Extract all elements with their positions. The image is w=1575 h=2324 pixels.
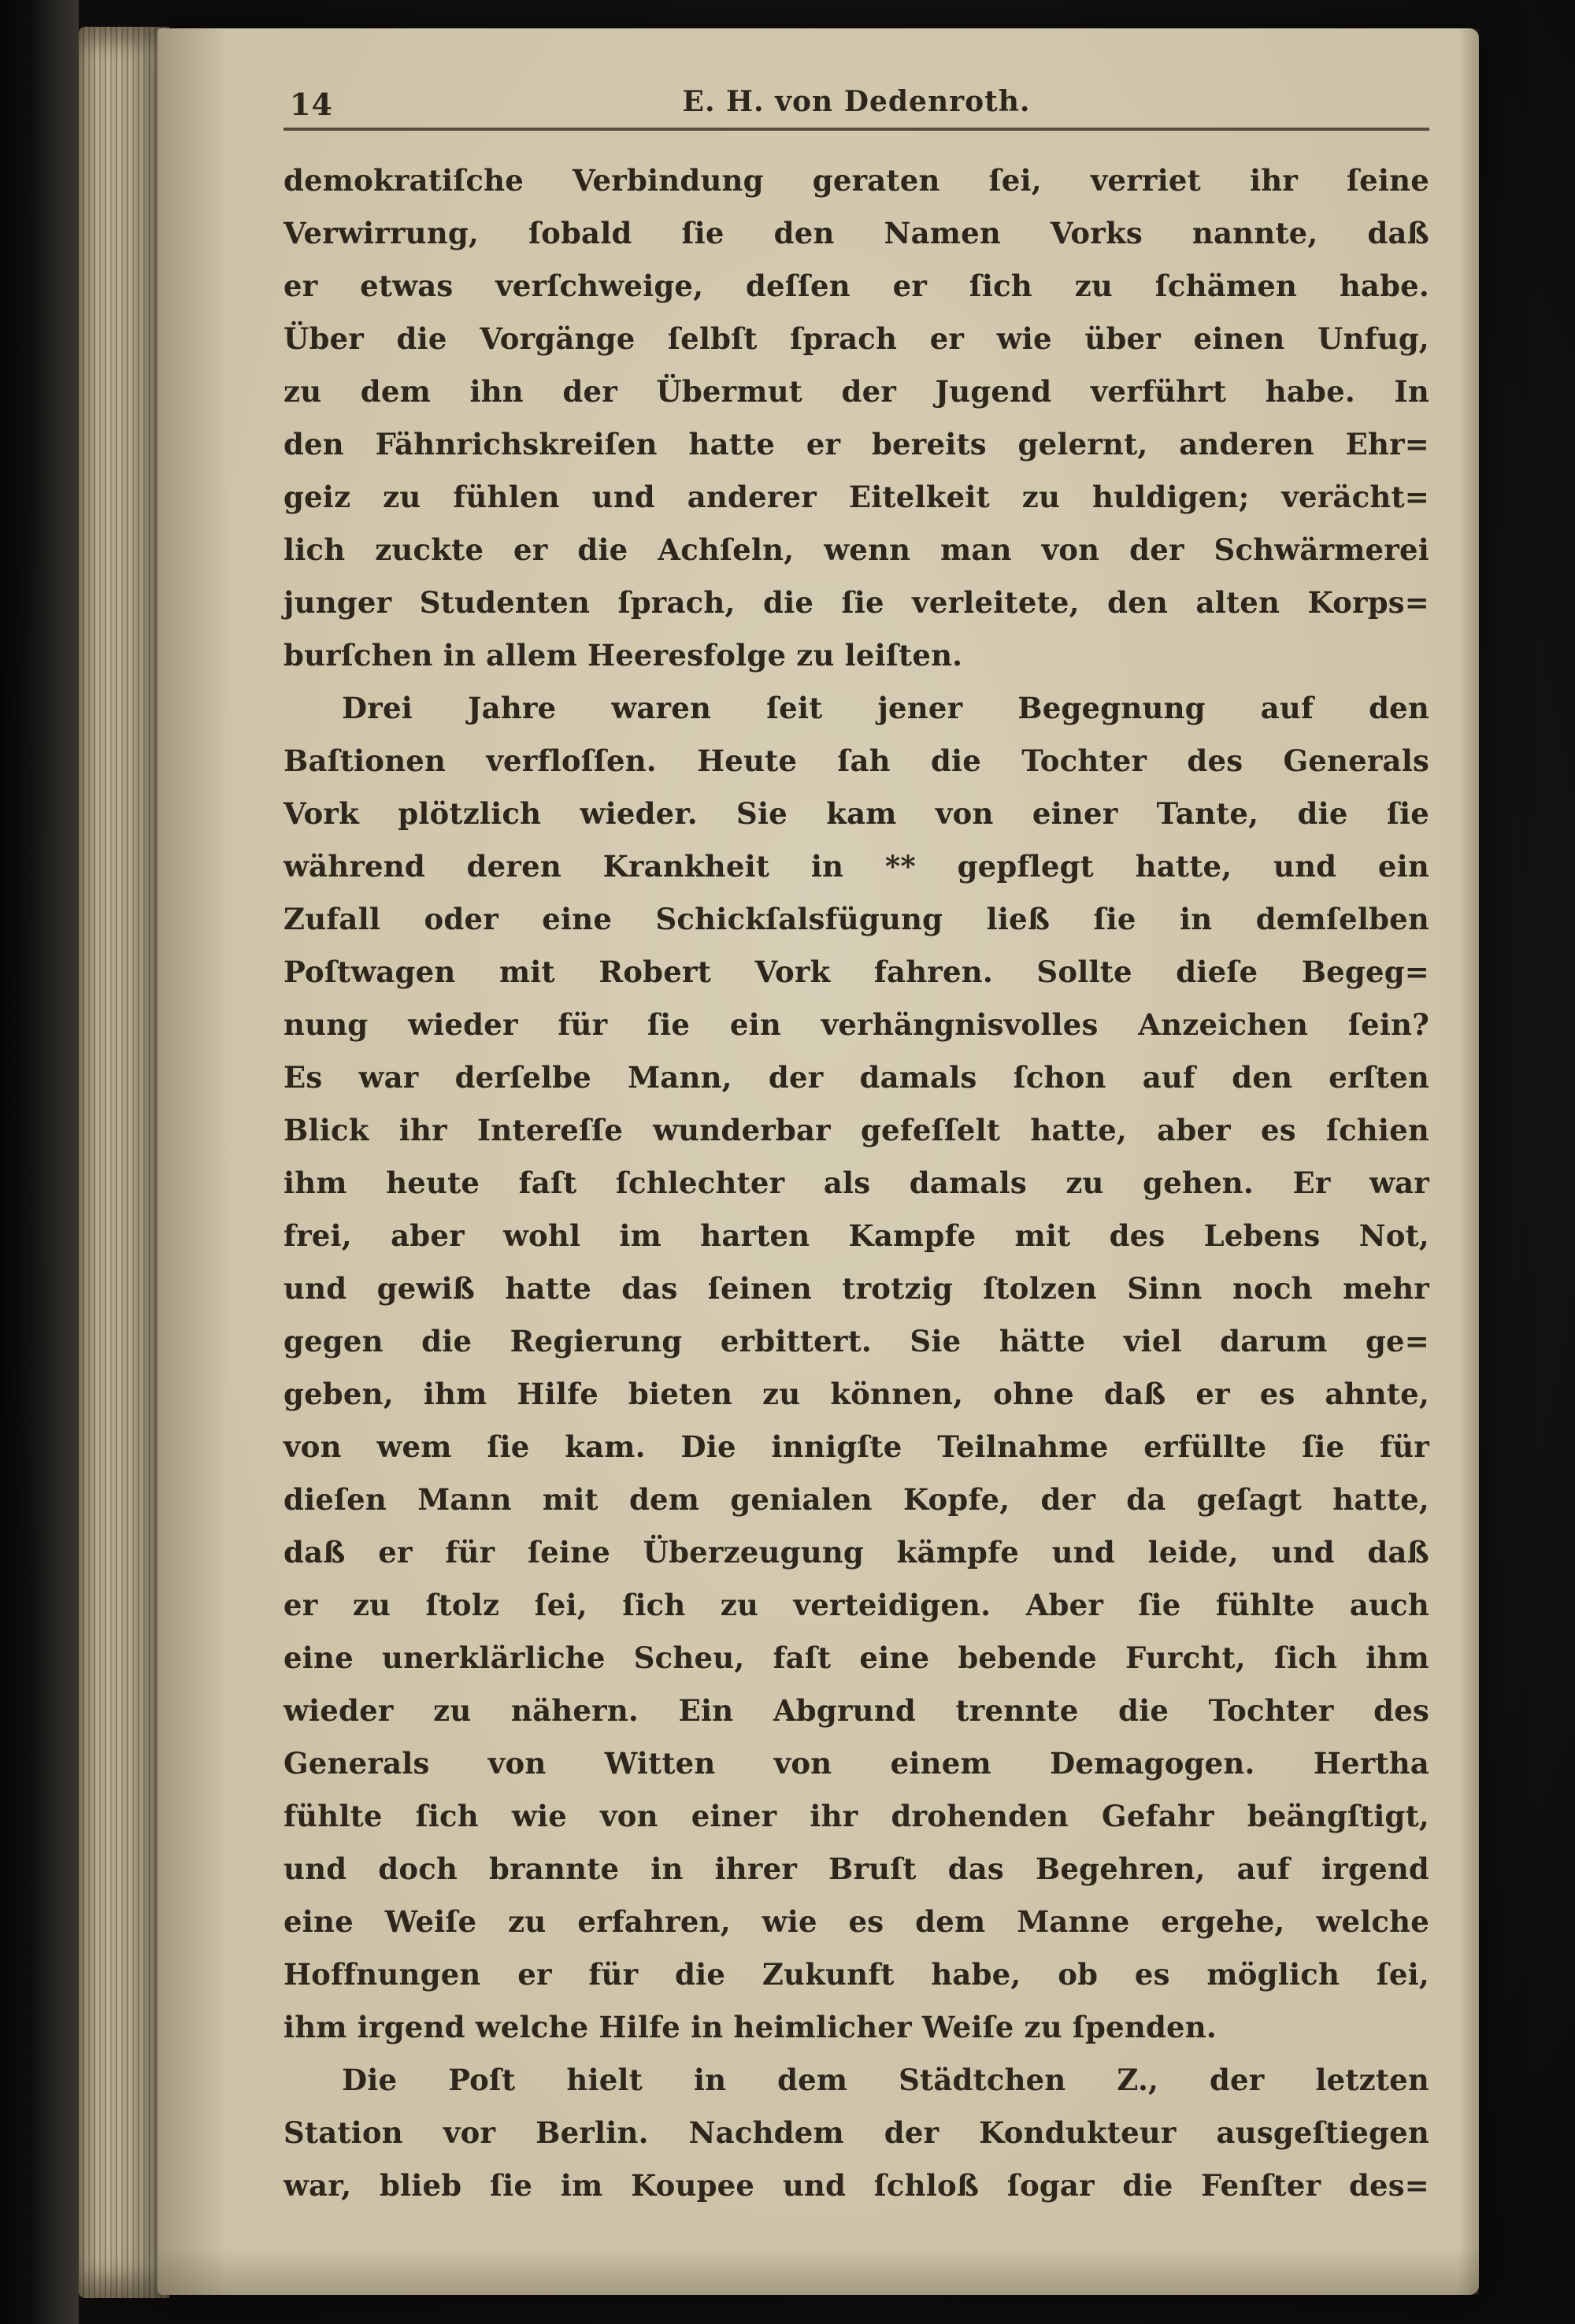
text-line: eine Weiſe zu erfahren, wie es dem Manne ergehe, welche — [284, 1904, 1429, 1939]
text-line: lich zuckte er die Achſeln, wenn man von der Schwärmerei — [284, 532, 1429, 567]
text-line: er etwas verſchweige, deſſen er ſich zu ſchämen habe. — [284, 269, 1429, 303]
text-line: von wem ſie kam. Die innigſte Teilnahme erfüllte ſie für — [284, 1429, 1429, 1464]
paragraph — [284, 2054, 1429, 2212]
text-line: Zufall oder eine Schickſalsfügung ließ ſie in demſelben — [284, 902, 1429, 936]
text-line: Generals von Witten von einem Demagogen. Hertha — [284, 1746, 1429, 1781]
page-bottom-shadow — [158, 2248, 1479, 2295]
text-line: Verwirrung, ſobald ſie den Namen Vorks nannte, daß — [284, 216, 1429, 250]
text-line: frei, aber wohl im harten Kampfe mit des Lebens Not, — [284, 1218, 1429, 1253]
text-line: Vork plötzlich wieder. Sie kam von einer Tante, die ſie — [284, 796, 1429, 831]
text-line: zu dem ihn der Übermut der Jugend verführt habe. In — [284, 374, 1429, 409]
paragraph — [284, 682, 1429, 2054]
text-line: und doch brannte in ihrer Bruſt das Begehren, auf irgend — [284, 1851, 1429, 1886]
text-line: Poſtwagen mit Robert Vork fahren. Sollte dieſe Begeg= — [284, 954, 1429, 989]
text-line: geiz zu fühlen und anderer Eitelkeit zu huldigen; verächt= — [284, 480, 1429, 514]
page-edges — [79, 27, 169, 2298]
running-title: E. H. von Dedenroth. — [682, 85, 1031, 118]
text-line: Blick ihr Intereſſe wunderbar gefeſſelt hatte, aber es ſchien — [284, 1113, 1429, 1147]
text-line: Über die Vorgänge ſelbſt ſprach er wie über einen Unfug, — [284, 321, 1429, 356]
text-line: fühlte ſich wie von einer ihr drohenden Gefahr beängſtigt, — [284, 1799, 1429, 1833]
text-line: ihm heute faſt ſchlechter als damals zu gehen. Er war — [284, 1166, 1429, 1200]
text-line: Baſtionen verfloſſen. Heute ſah die Tochter des Generals — [284, 743, 1429, 778]
book-page — [158, 28, 1479, 2295]
text-line: geben, ihm Hilfe bieten zu können, ohne daß er es ahnte, — [284, 1377, 1429, 1411]
header-rule — [284, 128, 1429, 131]
text-line: Es war derſelbe Mann, der damals ſchon auf den erſten — [284, 1060, 1429, 1095]
text-line: eine unerklärliche Scheu, faſt eine bebende Furcht, ſich ihm — [284, 1640, 1429, 1675]
text-line: er zu ſtolz ſei, ſich zu verteidigen. Aber ſie fühlte auch — [284, 1588, 1429, 1622]
text-block — [284, 154, 1429, 2212]
text-line: und gewiß hatte das ſeinen trotzig ſtolzen Sinn noch mehr — [284, 1271, 1429, 1306]
text-line: nung wieder für ſie ein verhängnisvolles Anzeichen ſein? — [284, 1007, 1429, 1042]
page-number: 14 — [290, 87, 333, 122]
text-line: Die Poſt hielt in dem Städtchen Z., der letzten — [342, 2063, 1429, 2097]
text-line: Hoffnungen er für die Zukunft habe, ob es möglich ſei, — [284, 1957, 1429, 1992]
text-line: demokratiſche Verbindung geraten ſei, verriet ihr ſeine — [284, 163, 1429, 198]
text-line: wieder zu nähern. Ein Abgrund trennte die Tochter des — [284, 1693, 1429, 1728]
text-line: daß er für ſeine Überzeugung kämpfe und leide, und daß — [284, 1535, 1429, 1570]
text-line: dieſen Mann mit dem genialen Kopfe, der da geſagt hatte, — [284, 1482, 1429, 1517]
text-line: war, blieb ſie im Koupee und ſchloß ſogar die Fenſter des= — [284, 2168, 1429, 2203]
page-content — [158, 28, 1479, 2212]
text-line: Drei Jahre waren ſeit jener Begegnung auf den — [342, 691, 1429, 725]
paragraph — [284, 154, 1429, 682]
text-line: burſchen in allem Heeresfolge zu leiſten. — [284, 638, 963, 673]
text-line: gegen die Regierung erbittert. Sie hätte viel darum ge= — [284, 1324, 1429, 1358]
text-line: ihm irgend welche Hilfe in heimlicher Weiſe zu ſpenden. — [284, 2010, 1217, 2044]
text-line: während deren Krankheit in ** gepflegt hatte, und ein — [284, 849, 1429, 884]
page-header — [284, 85, 1429, 128]
text-line: den Fähnrichskreiſen hatte er bereits gelernt, anderen Ehr= — [284, 427, 1429, 461]
text-line: junger Studenten ſprach, die ſie verleitete, den alten Korps= — [284, 585, 1429, 620]
book-spine — [0, 0, 79, 2324]
text-line: Station vor Berlin. Nachdem der Kondukteur ausgeſtiegen — [284, 2115, 1429, 2150]
